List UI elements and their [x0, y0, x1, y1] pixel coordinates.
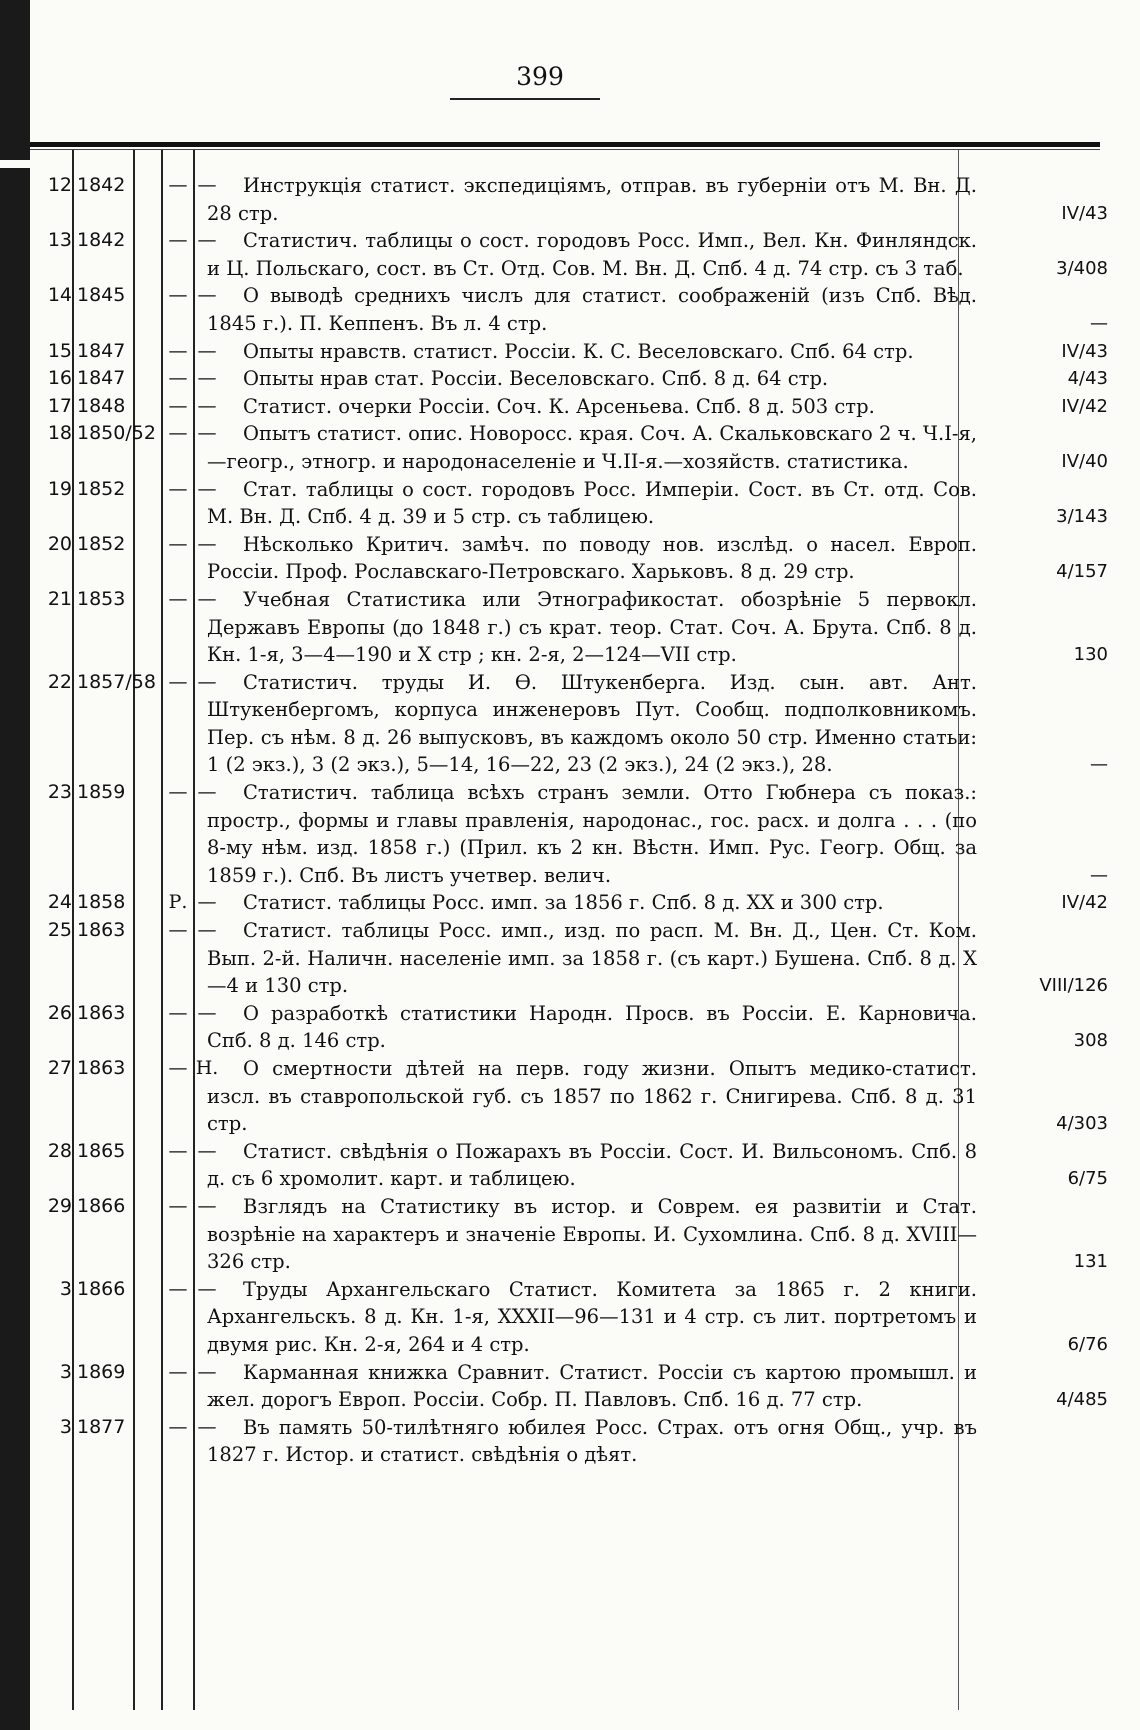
entry-description: Инструкція статист. экспедиціямъ, отправ. въ губерніи отъ М. Вн. Д. 28 стр.	[207, 174, 977, 225]
entry-mark-2: —	[197, 781, 217, 804]
entry-number: 28	[47, 1139, 72, 1162]
page-left-edge-gap	[0, 160, 30, 168]
entry-reference: 6/75	[1067, 1168, 1108, 1190]
entry-reference: —	[1090, 312, 1108, 334]
catalog-entry	[30, 1414, 1120, 1469]
entry-number: 14	[47, 284, 72, 307]
entry-description: Статист. очерки Россіи. Соч. К. Арсеньева. Спб. 8 д. 503 стр.	[243, 394, 875, 418]
entry-mark-1: —	[168, 174, 188, 196]
entry-number: 16	[47, 367, 72, 390]
entry-number: 3	[59, 1360, 72, 1383]
entry-mark-2: —	[197, 229, 217, 252]
catalog-entry	[30, 1000, 1120, 1055]
entry-description: Труды Архангельскаго Статист. Комитета за 1865 г. 2 книги. Архангельскъ. 8 д. Кн. 1-я, XXXII—96—131 и 4 стр. съ лит. портретомъ и двумя рис. Кн. 2-я, 264 и 4 стр.	[207, 1277, 977, 1356]
entry-mark-2: —	[197, 394, 217, 417]
entry-mark-1: —	[168, 1194, 188, 1217]
entry-mark-1: —	[168, 339, 188, 362]
entry-number: 3	[59, 1277, 72, 1300]
entry-mark-1: Р.	[168, 891, 188, 914]
entry-year: 1842	[77, 174, 126, 196]
catalog-entry	[30, 586, 1120, 669]
entry-year: 1866	[77, 1194, 126, 1217]
entry-year: 1858	[77, 891, 126, 914]
entry-reference: IV/40	[1061, 450, 1108, 472]
entry-year: 1866	[77, 1277, 126, 1300]
table-top-rule	[30, 142, 1100, 147]
entry-year: 1859	[77, 781, 126, 804]
entry-mark-2: —	[197, 1001, 217, 1024]
entry-year: 1877	[77, 1415, 126, 1438]
entry-mark-1: —	[168, 1057, 188, 1079]
entry-year: 1847	[77, 339, 126, 362]
entry-reference: 3/408	[1056, 257, 1108, 279]
entry-number: 3	[59, 1415, 72, 1438]
entry-description: Карманная книжка Сравнит. Статист. Россіи съ картою промышл. и жел. дорогъ Европ. Россіи. Собр. П. Павловъ. Спб. 16 д. 77 стр.	[207, 1360, 977, 1412]
entry-mark-2: —	[197, 1277, 217, 1300]
catalog-entry	[30, 1359, 1120, 1414]
entry-year: 1847	[77, 367, 126, 390]
entry-year: 1852	[77, 532, 126, 555]
entry-mark-2: —	[197, 1194, 217, 1217]
page-number: 399	[516, 62, 564, 91]
catalog-entry	[30, 420, 1120, 475]
page-number-underline	[450, 98, 600, 100]
entry-year: 1865	[77, 1139, 126, 1162]
entry-reference: IV/43	[1061, 340, 1108, 362]
entry-description: Опыты нравств. статист. Россіи. К. С. Веселовскаго. Спб. 64 стр.	[243, 339, 914, 363]
entry-mark-1: —	[168, 1360, 188, 1383]
entry-number: 13	[47, 229, 72, 252]
entry-year: 1852	[77, 477, 126, 500]
entry-year: 1869	[77, 1360, 126, 1383]
table-top-rule-thin	[30, 149, 1100, 150]
catalog-entry	[30, 917, 1120, 1000]
entry-number: 29	[47, 1194, 72, 1217]
entry-number: 15	[47, 339, 72, 362]
entry-reference: —	[1090, 754, 1108, 776]
entry-reference: 131	[1073, 1251, 1108, 1273]
entry-mark-1: —	[168, 422, 188, 445]
entry-mark-2: —	[197, 919, 217, 942]
catalog-entry	[30, 531, 1120, 586]
entry-number: 25	[47, 919, 72, 942]
entry-description: Статист. таблицы Росс. имп., изд. по расп. М. Вн. Д., Цен. Ст. Ком. Вып. 2-й. Наличн. населеніе имп. за 1858 г. (съ карт.) Бушена. Спб. 8 д. X—4 и 130 стр.	[207, 919, 977, 998]
entry-mark-2: —	[197, 422, 217, 445]
entry-mark-1: —	[168, 284, 188, 307]
entry-mark-2: —	[197, 477, 217, 500]
entry-mark-2: —	[197, 1360, 217, 1383]
entry-reference: IV/43	[1061, 202, 1108, 224]
entry-description: Нѣсколько Критич. замѣч. по поводу нов. изслѣд. о насел. Европ. Россіи. Проф. Рославскаго-Петровскаго. Харьковъ. 8 д. 29 стр.	[207, 532, 977, 584]
entry-number: 26	[47, 1001, 72, 1024]
catalog-entry	[30, 172, 1120, 227]
entry-mark-2: —	[197, 367, 217, 390]
entry-mark-2: —	[197, 339, 217, 362]
entry-description: О разработкѣ статистики Народн. Просв. въ Россіи. Е. Карновича. Спб. 8 д. 146 стр.	[207, 1001, 977, 1053]
entry-mark-1: —	[168, 1001, 188, 1024]
entry-year: 1853	[77, 587, 126, 610]
entry-number: 17	[47, 394, 72, 417]
entry-number: 20	[47, 532, 72, 555]
catalog-entry	[30, 1138, 1120, 1193]
entry-mark-2: Н.	[195, 1057, 219, 1079]
entry-mark-2: —	[197, 1139, 217, 1162]
entry-description: Статистич. труды И. Ѳ. Штукенберга. Изд. сын. авт. Ант. Штукенбергомъ, корпуса инженеровъ Пут. Сообщ. подполковникомъ. Пер. съ нѣм. 8 д. 26 выпусковъ, въ каждомъ около 50 стр. Именно статьи: 1 (2 экз.), 3 (2 экз.), 5—14, 16—22, 23 (2 экз.), 24 (2 экз.), 28.	[207, 670, 977, 777]
entry-year: 1863	[77, 1001, 126, 1024]
entry-mark-2: —	[197, 174, 217, 196]
entry-number: 18	[47, 422, 72, 445]
entry-year: 1863	[77, 919, 126, 942]
catalog-entry	[30, 1276, 1120, 1359]
catalog-entry	[30, 476, 1120, 531]
entry-mark-1: —	[168, 587, 188, 610]
entry-description: Взглядъ на Статистику въ истор. и Соврем. ея развитіи и Стат. возрѣніе на характеръ и значеніе Европы. И. Сухомлина. Спб. 8 д. XVIII—326 стр.	[207, 1194, 977, 1274]
entry-year: 1845	[77, 284, 126, 307]
catalog-entry	[30, 1193, 1120, 1276]
entry-number: 12	[47, 174, 72, 196]
catalog-entry	[30, 365, 1120, 393]
entry-year: 1848	[77, 394, 126, 417]
entry-year: 1842	[77, 229, 126, 252]
entry-reference: VIII/126	[1039, 975, 1108, 997]
entry-mark-1: —	[168, 229, 188, 252]
entry-year: 1863	[77, 1057, 126, 1079]
entry-reference: 4/485	[1056, 1389, 1108, 1411]
entry-mark-1: —	[168, 532, 188, 555]
entry-number: 23	[47, 781, 72, 804]
entry-description: О смертности дѣтей на перв. году жизни. Опытъ медико-статист. изсл. въ ставропольской губ. съ 1857 по 1862 г. Снигирева. Спб. 8 д. 31 стр.	[207, 1057, 977, 1136]
page-left-edge-shadow	[0, 0, 30, 1730]
entry-mark-1: —	[168, 670, 188, 693]
entry-reference: 4/43	[1067, 368, 1108, 390]
entry-mark-1: —	[168, 394, 188, 417]
entry-number: 19	[47, 477, 72, 500]
entry-reference: 308	[1073, 1030, 1108, 1052]
entry-reference: 3/143	[1056, 506, 1108, 528]
entry-description: Опытъ статист. опис. Новоросс. края. Соч. А. Скальковскаго 2 ч. Ч.I-я,—геогр., этногр. и народонаселеніе и Ч.II-я.—хозяйств. статистика.	[207, 422, 977, 473]
catalog-entry	[30, 282, 1120, 337]
entry-reference: 130	[1073, 644, 1108, 666]
catalog-entry	[30, 338, 1120, 366]
entry-reference: IV/42	[1061, 892, 1108, 914]
entry-number: 22	[47, 670, 72, 693]
entry-reference: 6/76	[1067, 1333, 1108, 1355]
entry-description: Стат. таблицы о сост. городовъ Росс. Имперіи. Сост. въ Ст. отд. Сов. М. Вн. Д. Спб. 4 д. 39 и 5 стр. съ таблицею.	[207, 477, 977, 529]
entry-mark-1: —	[168, 367, 188, 390]
entry-description: Учебная Статистика или Этнографикостат. обозрѣніе 5 первокл. Державъ Европы (до 1848 г.) съ крат. теор. Стат. Соч. А. Брута. Спб. 8 д. Кн. 1-я, 3—4—190 и X стр ; кн. 2-я, 2—124—VII стр.	[207, 587, 977, 667]
entry-mark-2: —	[197, 284, 217, 307]
entry-mark-1: —	[168, 1139, 188, 1162]
entry-mark-2: —	[197, 1415, 217, 1438]
catalog-entry	[30, 889, 1120, 917]
entry-mark-1: —	[168, 781, 188, 804]
entry-mark-1: —	[168, 477, 188, 500]
entry-description: Статистич. таблицы о сост. городовъ Росс. Имп., Вел. Кн. Финляндск. и Ц. Польскаго, сост. въ Ст. Отд. Сов. М. Вн. Д. Спб. 4 д. 74 стр. съ 3 таб.	[207, 229, 977, 280]
entry-mark-1: —	[168, 1415, 188, 1438]
catalog-entry	[30, 779, 1120, 889]
entry-year: 1850/52	[77, 422, 156, 445]
entry-number: 27	[47, 1057, 72, 1079]
entry-mark-1: —	[168, 1277, 188, 1300]
entry-mark-2: —	[197, 670, 217, 693]
entry-reference: 4/157	[1056, 561, 1108, 583]
entry-description: Статист. таблицы Росс. имп. за 1856 г. Спб. 8 д. XX и 300 стр.	[243, 891, 884, 915]
entry-description: Въ память 50-тилѣтняго юбилея Росс. Страх. отъ огня Общ., учр. въ 1827 г. Истор. и статист. свѣдѣнія о дѣят.	[207, 1415, 977, 1467]
entry-reference: —	[1090, 864, 1108, 886]
catalog-entry	[30, 1055, 1120, 1138]
entry-mark-1: —	[168, 919, 188, 942]
entry-description: Статистич. таблица всѣхъ странъ земли. Отто Гюбнера съ показ.: простр., формы и главы правленія, народонас., гос. расх. и долга . . . (по 8-му нѣм. изд. 1858 г.) (Прил. къ 2 кн. Вѣстн. Имп. Рус. Геогр. Общ. за 1859 г.). Спб. Въ листъ учетвер. велич.	[207, 781, 977, 887]
entry-year: 1857/58	[77, 670, 156, 693]
entry-reference: 4/303	[1056, 1113, 1108, 1135]
entry-mark-2: —	[197, 587, 217, 610]
catalog-entry	[30, 669, 1120, 779]
entry-description: Статист. свѣдѣнія о Пожарахъ въ Россіи. Сост. И. Вильсономъ. Спб. 8 д. съ 6 хромолит. карт. и таблицею.	[207, 1139, 977, 1191]
entry-number: 24	[47, 891, 72, 914]
entry-mark-2: —	[197, 891, 217, 914]
entry-mark-2: —	[197, 532, 217, 555]
entry-reference: IV/42	[1061, 395, 1108, 417]
catalog-entry	[30, 393, 1120, 421]
entry-number: 21	[47, 587, 72, 610]
catalog-entries	[30, 172, 1120, 1469]
entry-description: О выводѣ среднихъ числъ для статист. соображеній (изъ Спб. Вѣд. 1845 г.). П. Кеппенъ. Въ л. 4 стр.	[207, 284, 977, 335]
entry-description: Опыты нрав стат. Россіи. Веселовскаго. Спб. 8 д. 64 стр.	[243, 367, 829, 391]
catalog-entry	[30, 227, 1120, 282]
